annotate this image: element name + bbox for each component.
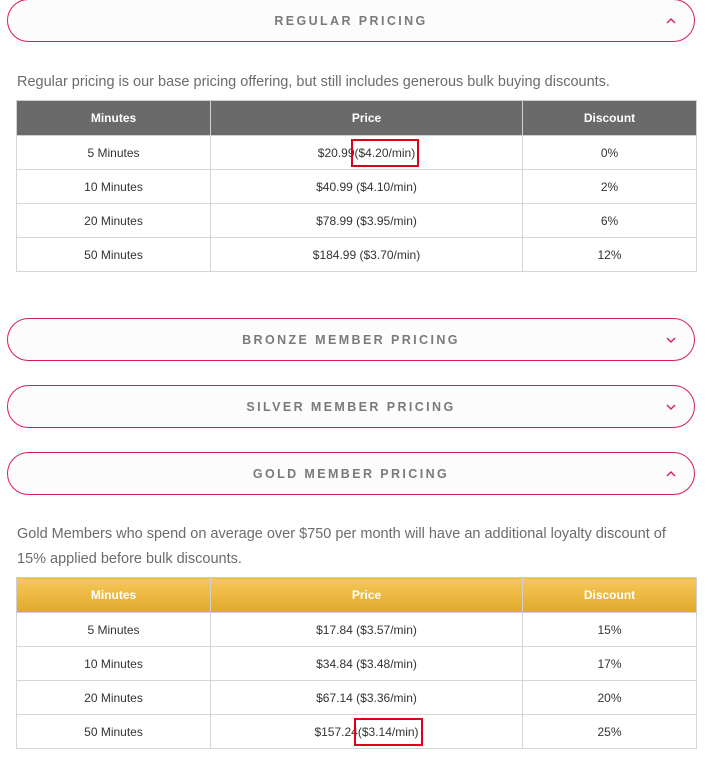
price-value: $20.99 [317, 145, 355, 160]
minutes-cell: 5 Minutes [17, 613, 211, 647]
discount-cell: 6% [523, 204, 697, 238]
table-row [17, 681, 697, 715]
regular-pricing-table [16, 100, 697, 272]
price-cell [211, 204, 523, 238]
table-header-row [17, 578, 697, 613]
minutes-cell: 10 Minutes [17, 647, 211, 681]
minutes-cell: 50 Minutes [17, 715, 211, 749]
regular-pricing-intro: Regular pricing is our base pricing offering, but still includes generous bulk buying discounts. [17, 74, 610, 90]
table-row [17, 136, 697, 170]
price-value: $184.99 [312, 247, 357, 262]
accordion-silver-member-pricing[interactable] [7, 385, 695, 428]
highlighted-rate: ($3.14/min) [357, 724, 419, 739]
table-row [17, 238, 697, 272]
table-row [17, 204, 697, 238]
rate-value: ($3.57/min) [356, 622, 417, 637]
column-header-discount: Discount [523, 101, 697, 136]
accordion-title: GOLD MEMBER PRICING [252, 466, 450, 481]
gold-pricing-intro: Gold Members who spend on average over $750 per month will have an additional loyalty discount of 15% applied before bulk discounts. [17, 526, 666, 567]
accordion-title: BRONZE MEMBER PRICING [242, 332, 460, 347]
column-header-minutes: Minutes [17, 578, 211, 613]
accordion-title: SILVER MEMBER PRICING [246, 399, 456, 414]
price-cell [211, 136, 523, 170]
rate-value: ($3.70/min) [359, 247, 421, 262]
price-cell [211, 681, 523, 715]
accordion-title: REGULAR PRICING [274, 13, 428, 28]
price-cell [211, 715, 523, 749]
minutes-cell: 20 Minutes [17, 204, 211, 238]
discount-cell: 2% [523, 170, 697, 204]
table-row [17, 170, 697, 204]
price-cell [211, 647, 523, 681]
table-row [17, 647, 697, 681]
price-value: $67.14 [316, 690, 353, 705]
column-header-minutes: Minutes [17, 101, 211, 136]
discount-cell: 15% [523, 613, 697, 647]
discount-cell: 0% [523, 136, 697, 170]
column-header-discount: Discount [523, 578, 697, 613]
price-value: $34.84 [316, 656, 353, 671]
price-value: $40.99 [316, 179, 353, 194]
rate-value: ($4.10/min) [356, 179, 417, 194]
discount-cell: 12% [523, 238, 697, 272]
column-header-price: Price [211, 578, 523, 613]
column-header-price: Price [211, 101, 523, 136]
chevron-down-icon [666, 404, 676, 410]
highlighted-rate: ($4.20/min) [354, 145, 416, 160]
minutes-cell: 50 Minutes [17, 238, 211, 272]
chevron-up-icon [666, 471, 676, 477]
discount-cell: 17% [523, 647, 697, 681]
minutes-cell: 20 Minutes [17, 681, 211, 715]
chevron-up-icon [666, 18, 676, 24]
price-cell [211, 238, 523, 272]
chevron-down-icon [666, 337, 676, 343]
discount-cell: 20% [523, 681, 697, 715]
table-row [17, 613, 697, 647]
price-value: $78.99 [316, 213, 353, 228]
price-value: $17.84 [316, 622, 353, 637]
price-value: $157.24 [314, 724, 358, 739]
discount-cell: 25% [523, 715, 697, 749]
minutes-cell: 10 Minutes [17, 170, 211, 204]
price-cell [211, 613, 523, 647]
accordion-regular-pricing[interactable] [7, 0, 695, 42]
table-row [17, 715, 697, 749]
price-cell [211, 170, 523, 204]
accordion-bronze-member-pricing[interactable] [7, 318, 695, 361]
rate-value: ($3.95/min) [356, 213, 417, 228]
rate-value: ($3.36/min) [356, 690, 417, 705]
rate-value: ($3.48/min) [356, 656, 417, 671]
table-header-row [17, 101, 697, 136]
gold-pricing-table [16, 577, 697, 749]
accordion-gold-member-pricing[interactable] [7, 452, 695, 495]
minutes-cell: 5 Minutes [17, 136, 211, 170]
